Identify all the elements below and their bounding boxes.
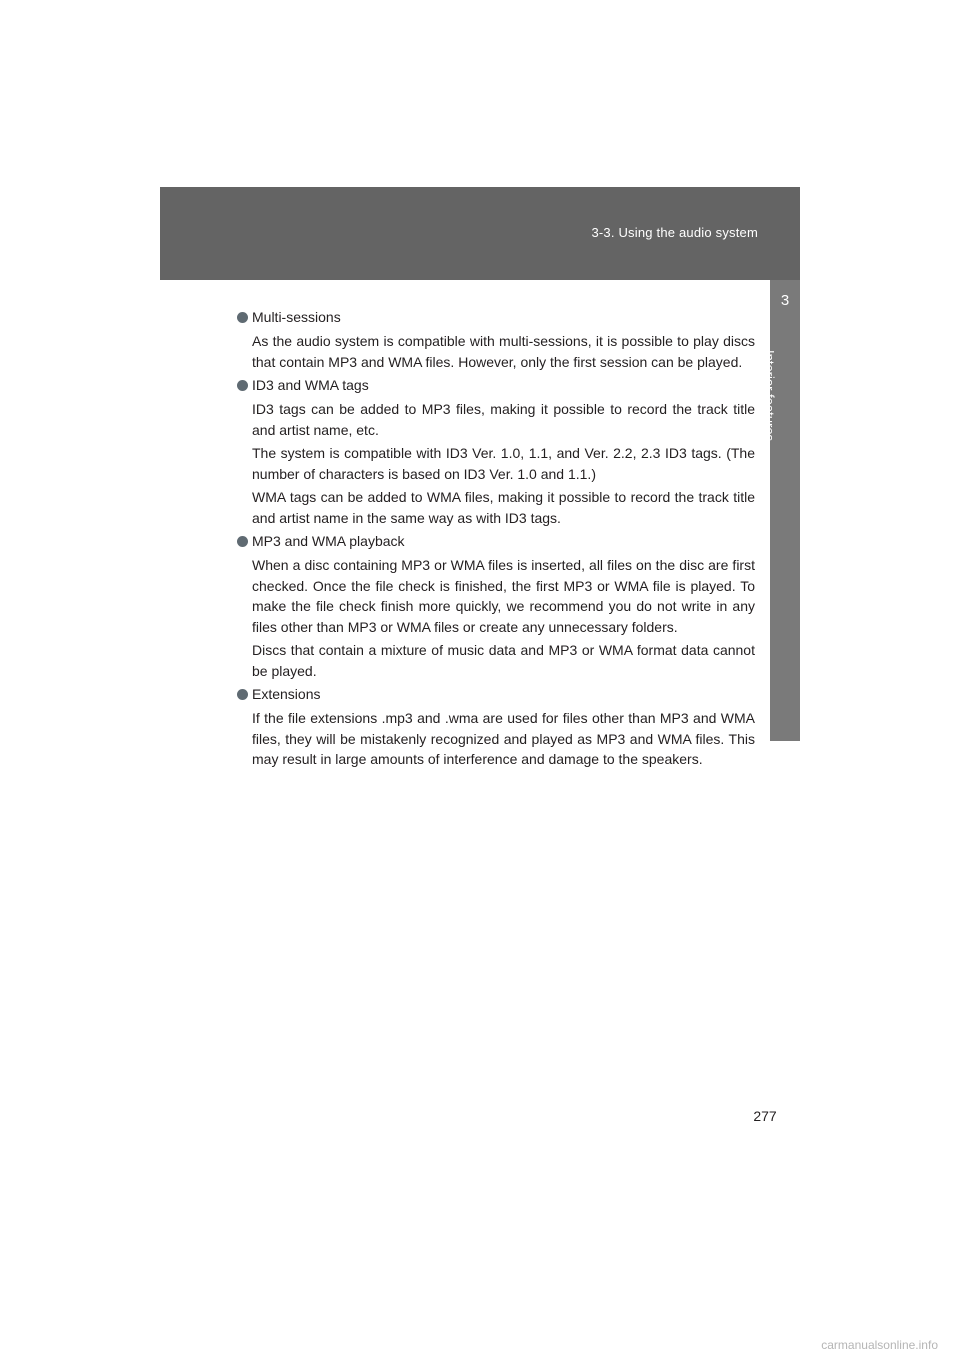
item-paragraph: WMA tags can be added to WMA files, making it possible to record the track title and artist name in the same way as with ID3 tags.: [252, 489, 755, 526]
bullet-icon: [237, 689, 248, 700]
item-heading: MP3 and WMA playback: [252, 533, 405, 549]
page-number: 277: [753, 1108, 777, 1124]
chapter-number: 3: [780, 292, 790, 309]
item-paragraph: When a disc containing MP3 or WMA files is inserted, all files on the disc are first checked. Once the file check is finished, the first MP3 or WMA file is played. To make the file check finish more quickly, we recommend you do not write in any files other than MP3 or WMA files or create any unnecessary folders.: [252, 557, 755, 635]
bullet-icon: [237, 380, 248, 391]
watermark: carmanualsonline.info: [821, 1338, 938, 1352]
list-item-mp3-wma-playback: [237, 531, 755, 681]
main-content: [237, 307, 755, 773]
bullet-icon: [237, 536, 248, 547]
item-paragraph: If the file extensions .mp3 and .wma are used for files other than MP3 and WMA files, they will be mistakenly recognized and played as MP3 and WMA files. This may result in large amounts of interference and damage to the speakers.: [252, 710, 755, 767]
item-heading: Multi-sessions: [252, 309, 341, 325]
item-heading: ID3 and WMA tags: [252, 377, 369, 393]
list-item-multi-sessions: [237, 307, 755, 372]
item-paragraph: The system is compatible with ID3 Ver. 1.0, 1.1, and Ver. 2.2, 2.3 ID3 tags. (The number of characters is based on ID3 Ver. 1.0 and 1.1.): [252, 445, 755, 482]
item-paragraph: ID3 tags can be added to MP3 files, making it possible to record the track title and artist name, etc.: [252, 401, 755, 438]
item-heading: Extensions: [252, 686, 321, 702]
item-paragraph: As the audio system is compatible with multi-sessions, it is possible to play discs that contain MP3 and WMA files. However, only the first session can be played.: [252, 333, 755, 370]
chapter-tab: [762, 280, 800, 741]
chapter-label: Interior features: [762, 350, 777, 442]
bullet-icon: [237, 312, 248, 323]
section-header-band: [160, 187, 800, 280]
list-item-extensions: [237, 684, 755, 770]
item-paragraph: Discs that contain a mixture of music data and MP3 or WMA format data cannot be played.: [252, 642, 755, 679]
section-title: 3-3. Using the audio system: [591, 225, 758, 240]
list-item-id3-wma-tags: [237, 375, 755, 528]
